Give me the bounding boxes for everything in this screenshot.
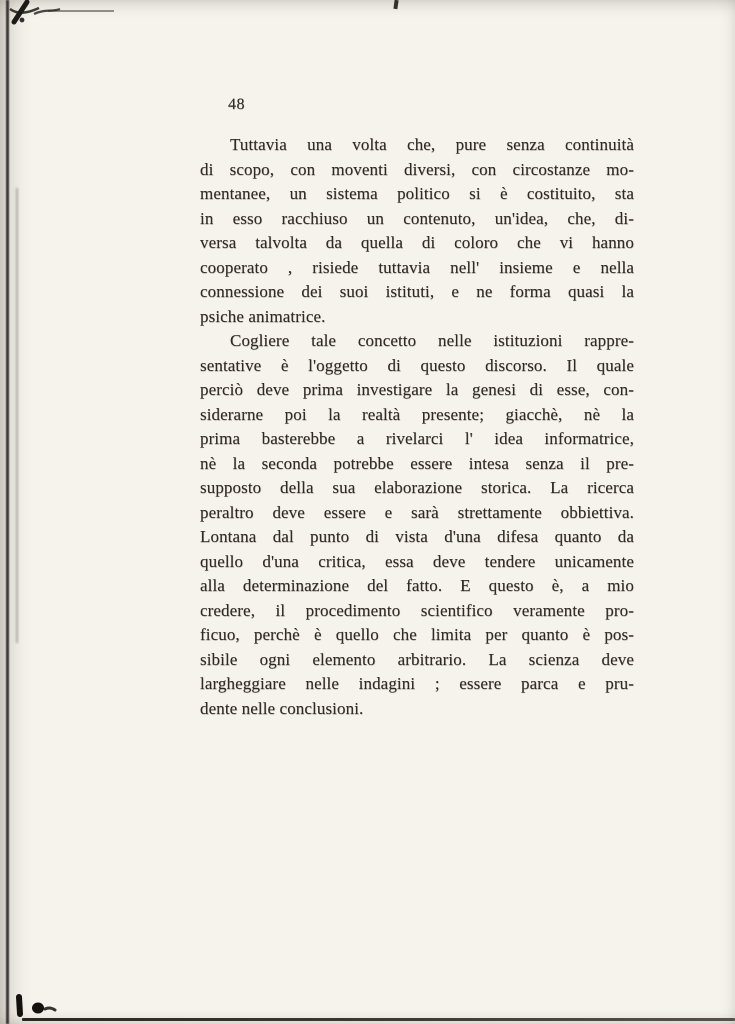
text-line: psiche animatrice. bbox=[200, 306, 326, 326]
paragraph-2 bbox=[200, 329, 634, 721]
text-line: Tuttavia una volta che, pure senza continuità bbox=[230, 135, 634, 154]
text-line: supposto della sua elaborazione storica. La ricerca bbox=[200, 478, 634, 497]
text-line: nè la seconda potrebbe essere intesa senza il pre- bbox=[200, 453, 634, 473]
text-line: in esso racchiuso un contenuto, un'idea, che, di- bbox=[200, 208, 634, 228]
text-line: versa talvolta da quella di coloro che vi hanno bbox=[200, 233, 634, 252]
text-line: peraltro deve essere e sarà strettamente obbiettiva. bbox=[200, 502, 634, 522]
text-line: quello d'una critica, essa deve tendere unicamente bbox=[200, 551, 634, 571]
text-line: dente nelle conclusioni. bbox=[200, 698, 364, 718]
text-line: cooperato , risiede tuttavia nell' insieme e nella bbox=[200, 257, 634, 277]
text-line: mentanee, un sistema politico si è costituito, sta bbox=[200, 184, 634, 203]
page-number: 48 bbox=[228, 96, 245, 113]
text-block bbox=[200, 133, 634, 721]
ink-blot-bottom-left bbox=[12, 994, 58, 1018]
bottom-edge-line bbox=[22, 1018, 735, 1021]
text-line: prima basterebbe a rivelarci l' idea informatrice, bbox=[200, 429, 634, 448]
ink-scribble-top-left bbox=[8, 0, 120, 27]
left-margin-streak bbox=[16, 188, 18, 643]
text-line: ficuo, perchè è quello che limita per quanto è pos- bbox=[200, 625, 634, 644]
text-line: largheggiare nelle indagini ; essere parca e pru- bbox=[200, 674, 634, 693]
text-line: sibile ogni elemento arbitrario. La scienza deve bbox=[200, 649, 634, 669]
text-line: alla determinazione del fatto. E questo è, a mio bbox=[200, 576, 634, 595]
text-line: Cogliere tale concetto nelle istituzioni rappre- bbox=[230, 331, 634, 350]
text-line: perciò deve prima investigare la genesi di esse, con- bbox=[200, 380, 634, 399]
text-line: credere, il procedimento scientifico veramente pro- bbox=[200, 600, 634, 620]
text-line: Lontana dal punto di vista d'una difesa quanto da bbox=[200, 527, 634, 546]
text-line: connessione dei suoi istituti, e ne forma quasi la bbox=[200, 282, 634, 301]
top-edge-ink-mark bbox=[393, 0, 398, 9]
text-line: siderarne poi la realtà presente; giacchè, nè la bbox=[200, 404, 634, 424]
paragraph-1 bbox=[200, 133, 634, 329]
text-line: di scopo, con moventi diversi, con circostanze mo- bbox=[200, 159, 634, 179]
binding-line bbox=[6, 0, 9, 1024]
text-line: sentative è l'oggetto di questo discorso. Il quale bbox=[200, 355, 634, 375]
